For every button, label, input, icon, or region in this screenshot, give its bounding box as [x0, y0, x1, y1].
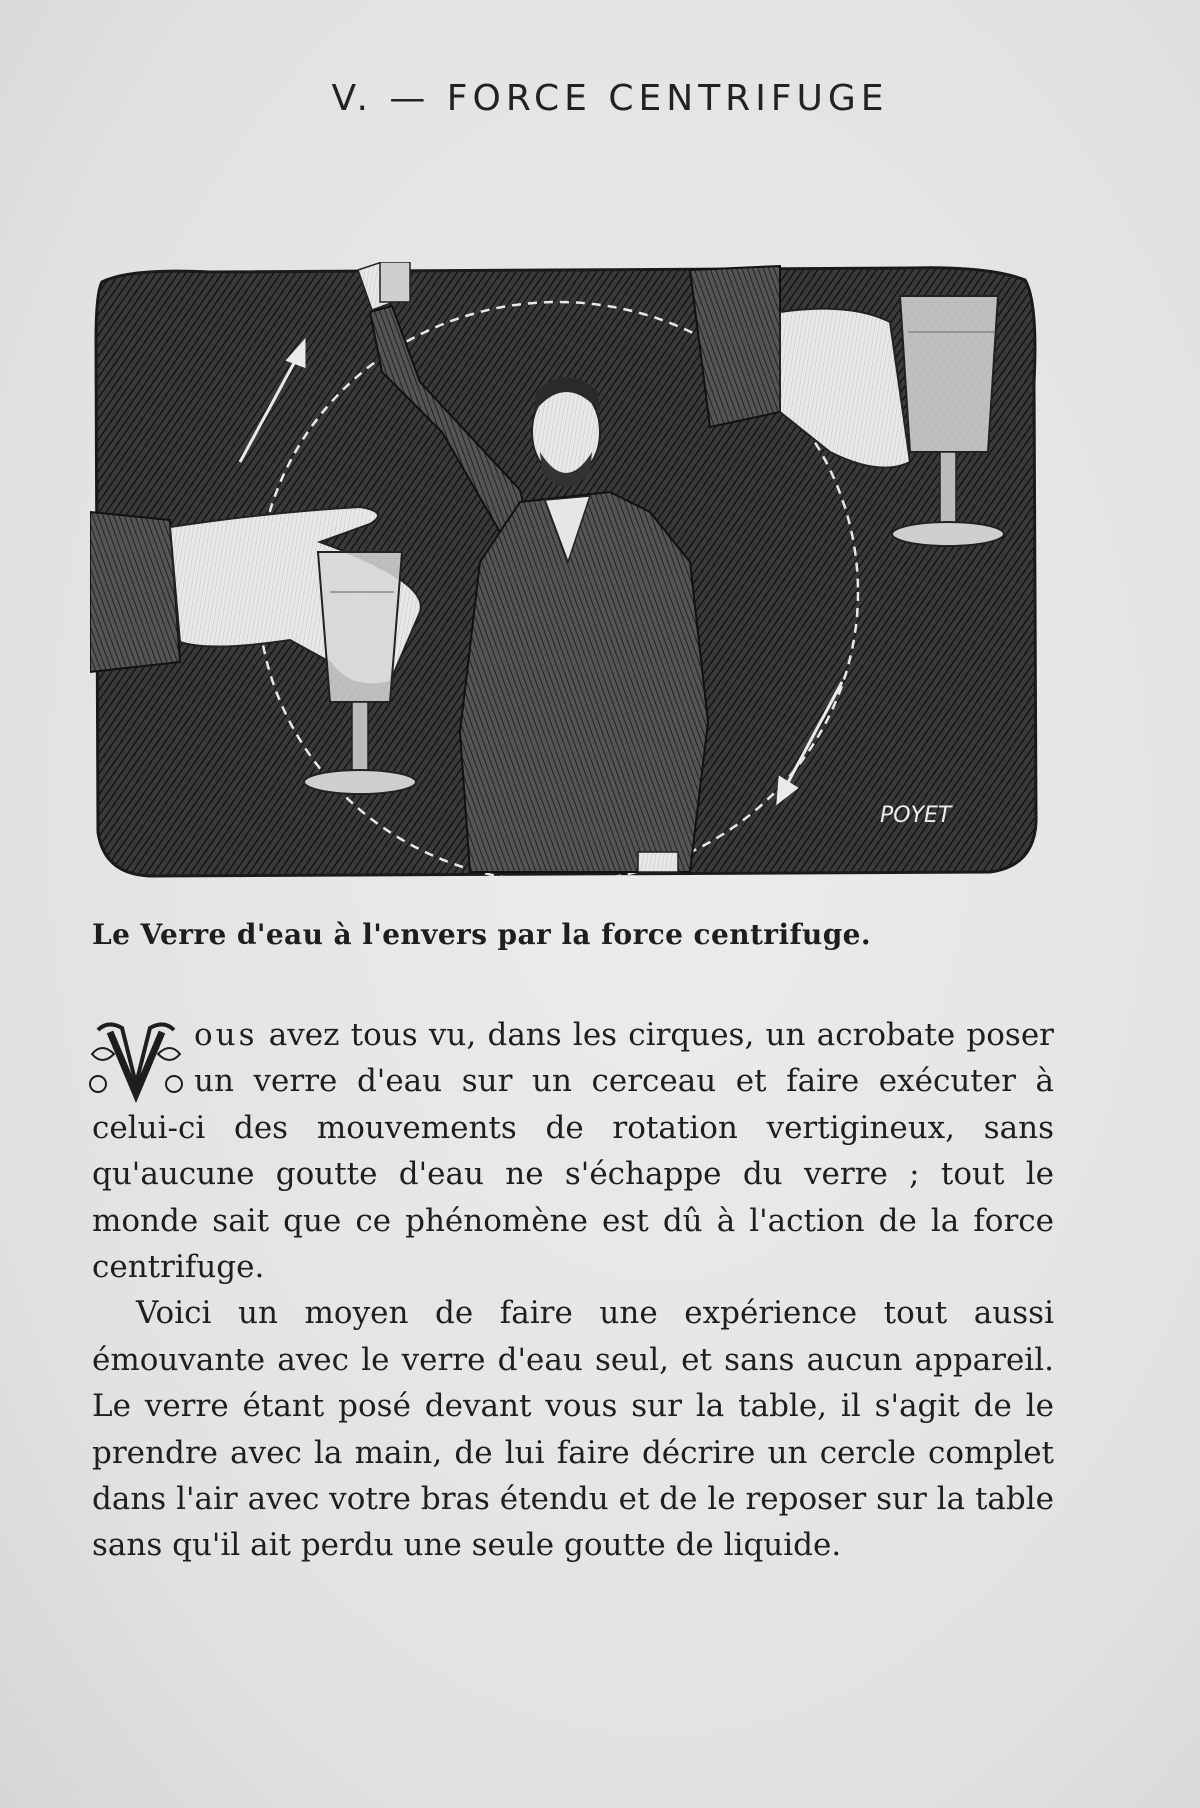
body-text	[92, 1012, 1054, 1569]
ornamental-drop-cap-v-icon	[88, 1014, 184, 1104]
chapter-title: V. — FORCE CENTRIFUGE	[331, 78, 889, 119]
paragraph-1	[92, 1012, 1054, 1290]
figure-caption: Le Verre d'eau à l'envers par la force centrifuge.	[92, 918, 872, 951]
paragraph-2: Voici un moyen de faire une expérience tout aussi émouvante avec le verre d'eau seul, et sans aucun appareil. Le verre étant posé devant vous sur la table, il s'agit de le prendre avec la main, de lui faire décrire un cercle complet dans l'air avec votre bras étendu et de le reposer sur la table sans qu'il ait perdu une seule goutte de liquide.	[92, 1295, 1054, 1564]
engraving-illustration	[90, 262, 1042, 882]
artist-signature: POYET	[880, 803, 952, 828]
paragraph-1-text: avez tous vu, dans les cirques, un acrobate poser un verre d'eau sur un cerceau et faire exécuter à celui-ci des mouvements de rotation vertigineux, sans qu'aucune goutte d'eau ne s'échappe du verre ; tout le monde sait que ce phénomène est dû à l'action de la force centrifuge.	[92, 1017, 1054, 1286]
first-word: ous	[194, 1017, 258, 1053]
